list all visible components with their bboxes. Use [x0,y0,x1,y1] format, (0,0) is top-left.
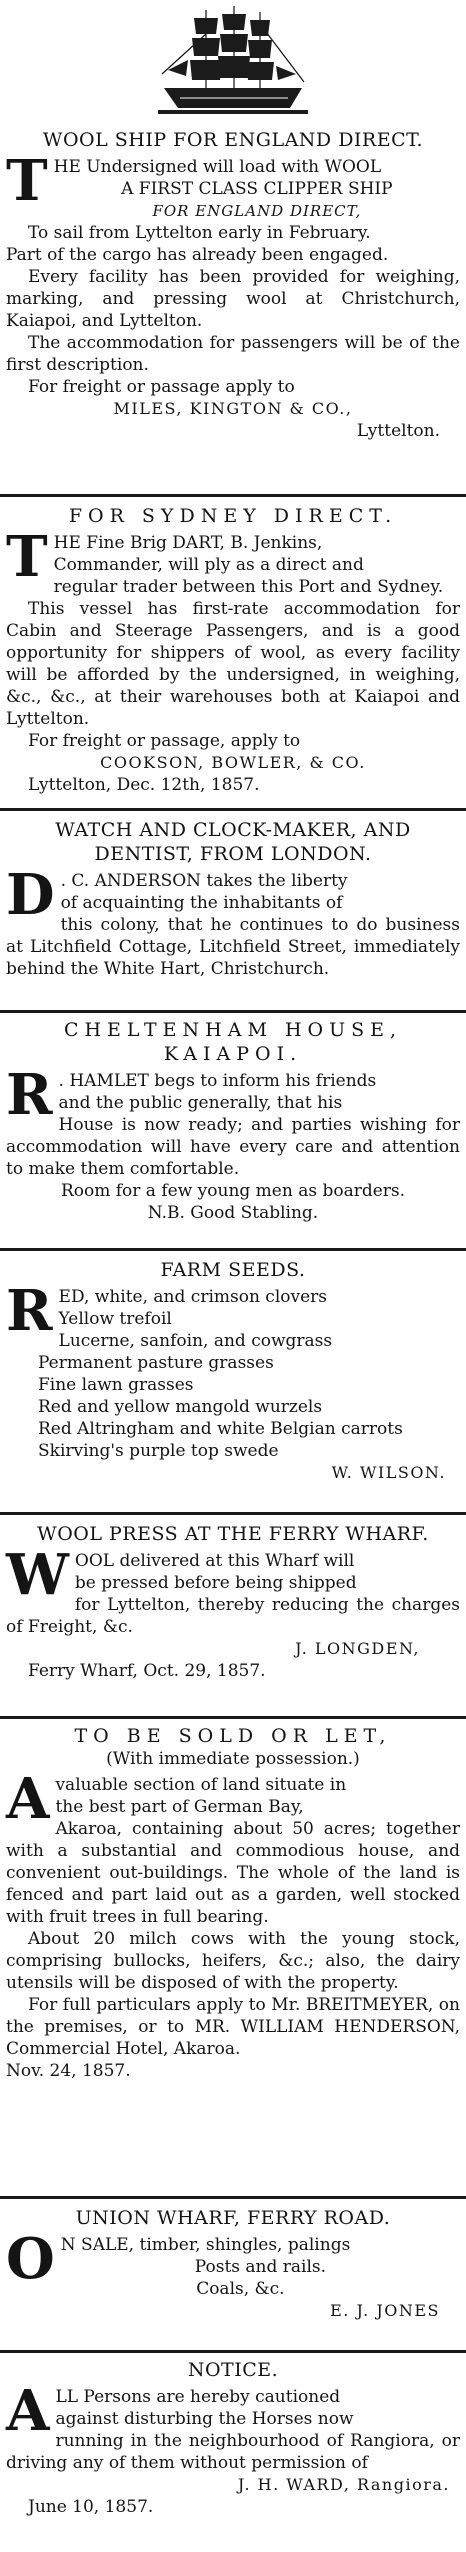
ad-line: ED, white, and crimson clovers [58,1287,328,1307]
section-rule [0,1010,466,1013]
section-rule [0,1248,466,1251]
ad-body: This vessel has first-rate accommodation for Cabin and Steerage Passengers, and is a good opportunity for shippers of wool, as every facility will be afforded by the undersigned, in weighing, &c., &c., at their warehouses both at Kaiapoi and Lyttelton. [6,599,460,729]
sailing-ship-illustration [158,4,308,122]
ad-farm-seeds [6,1258,460,1484]
ad-body: To sail from Lyttelton early in February. [28,223,371,243]
ad-body: For full particulars apply to Mr. BREITMEYER, on the premises, or to MR. WILLIAM HENDERSON, Commercial Hotel, Akaroa. [6,1995,460,2059]
section-rule [0,2350,466,2353]
ad-body: this colony, that he continues to do business at Litchfield Cottage, Litchfield Street, immediately behind the White Hart, Christchurch. [6,915,460,979]
ad-body: Part of the cargo has already been engaged. [6,245,389,265]
drop-cap: T [6,524,48,590]
ad-line: Posts and rails. [194,2257,327,2277]
section-rule [0,2196,466,2199]
ad-line: against disturbing the Horses now [55,2409,354,2429]
ad-line: the best part of German Bay, [55,1797,304,1817]
ad-line: LL Persons are hereby cautioned [55,2387,341,2407]
ad-signer: MILES, KINGTON & CO., [113,399,353,418]
ad-body: About 20 milch cows with the young stock, comprising bullocks, heifers, &c.; also, the dairy utensils will be disposed of with the property. [6,1929,460,1993]
seed-item: Lucerne, sanfoin, and cowgrass [58,1331,333,1351]
drop-cap: T [6,148,48,214]
ad-line: and the public generally, that his [58,1093,343,1113]
ad-line: HE Fine Brig DART, B. Jenkins, [53,533,323,553]
ad-date: Lyttelton, Dec. 12th, 1857. [28,775,260,795]
ad-heading: WOOL SHIP FOR ENGLAND DIRECT. [42,129,424,151]
ad-body: The accommodation for passengers will be of the first description. [6,333,460,375]
drop-cap: D [6,862,55,928]
drop-cap: R [6,1278,53,1344]
ad-line: Coals, &c. [196,2279,285,2299]
seed-item: Red and yellow mangold wurzels [38,1397,323,1417]
ad-place: Lyttelton. [356,421,440,441]
ad-heading: WATCH AND CLOCK-MAKER, AND [55,819,411,841]
ad-line: Yellow trefoil [58,1309,172,1329]
ad-heading: KAIAPOI. [163,1043,303,1065]
drop-cap: W [6,1542,69,1608]
ad-line: HE Undersigned will load with WOOL [53,157,382,177]
ad-heading: DENTIST, FROM LONDON. [94,843,372,865]
ad-signer: J. LONGDEN, [295,1639,420,1658]
ad-wool-press [6,1522,460,1682]
seed-item: Red Altringham and white Belgian carrots [38,1419,403,1439]
ad-line: valuable section of land situate in [55,1775,347,1795]
ad-signer: W. WILSON. [331,1463,446,1482]
ad-land-sale [6,1724,460,2082]
ad-body: For freight or passage apply to [28,377,295,397]
ad-sydney [6,504,460,796]
ad-wool-ship [6,128,460,442]
section-rule [0,1512,466,1515]
ad-subline: (With immediate possession.) [106,1749,360,1769]
ad-line: Commander, will ply as a direct and [53,555,364,575]
ad-body: House is now ready; and parties wishing for accommodation will have every care and attention to make them comfortable. [6,1115,460,1179]
ad-body: Every facility has been provided for weighing, marking, and pressing wool at Christchurch, Kaiapoi, and Lyttelton. [6,267,460,331]
ad-union-wharf [6,2206,460,2322]
ad-body: for Lyttelton, thereby reducing the charges of Freight, &c. [6,1595,460,1637]
section-rule [0,808,466,811]
ad-date: Nov. 24, 1857. [6,2061,131,2081]
ad-cheltenham-house [6,1018,460,1224]
section-rule [0,1716,466,1719]
ad-line: of acquainting the inhabitants of [60,893,343,913]
ad-heading: WOOL PRESS AT THE FERRY WHARF. [37,1523,429,1545]
ad-signer: E. J. JONES [330,2301,440,2320]
ad-notice [6,2358,460,2518]
section-rule [0,494,466,497]
seed-item: Fine lawn grasses [38,1375,194,1395]
ad-heading: NOTICE. [187,2359,279,2381]
ad-heading: TO BE SOLD OR LET, [74,1725,392,1747]
ad-body: Room for a few young men as boarders. [60,1181,406,1201]
ad-line: . C. ANDERSON takes the liberty [60,871,348,891]
drop-cap: O [6,2226,55,2292]
ad-body: running in the neighbourhood of Rangiora, or driving any of them without permission of [6,2431,460,2473]
ad-line: N SALE, timber, shingles, palings [60,2235,351,2255]
ad-date: June 10, 1857. [28,2497,154,2517]
seed-item: Skirving's purple top swede [38,1441,279,1461]
ad-line: be pressed before being shipped [74,1573,357,1593]
ad-body: regular trader between this Port and Sydney. [53,577,444,597]
ad-heading: FARM SEEDS. [160,1259,306,1281]
ad-body: N.B. Good Stabling. [147,1203,319,1223]
drop-cap: A [6,2378,50,2444]
ad-signer: COOKSON, BOWLER, & CO. [100,753,366,772]
ad-heading: FOR SYDNEY DIRECT. [68,505,398,527]
drop-cap: R [6,1062,53,1128]
ad-date: Ferry Wharf, Oct. 29, 1857. [28,1661,266,1681]
seed-item: Permanent pasture grasses [38,1353,274,1373]
ad-line: OOL delivered at this Wharf will [74,1551,355,1571]
ad-apply: For freight or passage, apply to [28,731,301,751]
ad-line: . HAMLET begs to inform his friends [58,1071,377,1091]
ad-signer: J. H. WARD, Rangiora. [237,2475,450,2494]
ad-heading: CHELTENHAM HOUSE, [63,1019,403,1041]
ad-heading: UNION WHARF, FERRY ROAD. [75,2207,391,2229]
ad-watchmaker [6,818,460,980]
ad-subline: FOR ENGLAND DIRECT, [152,202,362,220]
ad-line: A FIRST CLASS CLIPPER SHIP [121,179,393,199]
drop-cap: A [6,1766,50,1832]
ad-body: Akaroa, containing about 50 acres; together with a substantial and commodious house, and convenient out-buildings. The whole of the land is fenced and part laid out as a garden, well stocked with fruit trees in full bearing. [6,1819,460,1927]
